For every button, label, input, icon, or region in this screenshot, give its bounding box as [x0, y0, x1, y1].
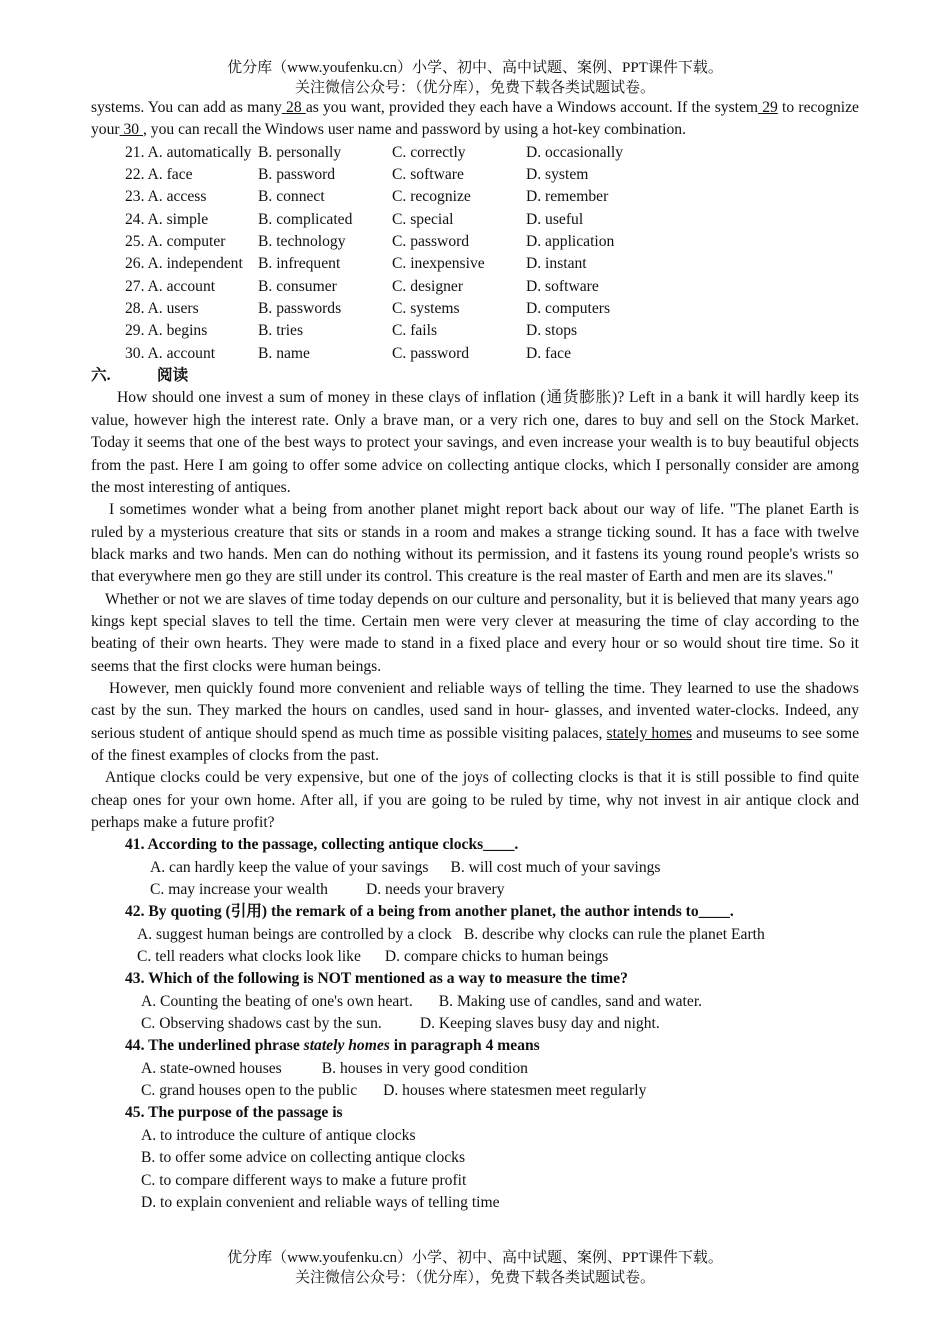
- option-c: C. tell readers what clocks look like: [137, 948, 361, 966]
- option-d: D. stops: [526, 322, 578, 340]
- option-a: 27. A. account: [125, 277, 216, 295]
- passage-paragraph-5: Antique clocks could be very expensive, but one of the joys of collecting clocks is that it is still possible to find quite cheap ones for your own home. After all, if you are going to be ruled by time, why not invest in air antique clock and perhaps make a future profit?: [91, 769, 859, 831]
- option-a: A. suggest human beings are controlled by a clock: [137, 925, 452, 943]
- option-c: C. grand houses open to the public: [141, 1082, 358, 1100]
- option-c: C. password: [392, 344, 470, 362]
- question-44: [91, 1035, 859, 1057]
- question-45-option-c: C. to compare different ways to make a future profit: [141, 1171, 467, 1189]
- option-row: [91, 209, 859, 231]
- question-45-option-b: B. to offer some advice on collecting antique clocks: [141, 1149, 466, 1167]
- question-41-options: [91, 879, 859, 901]
- italic-phrase: stately homes: [303, 1037, 390, 1055]
- question-43: 43. Which of the following is NOT mentioned as a way to measure the time?: [125, 970, 628, 988]
- option-row: [91, 298, 859, 320]
- page-footer-line2: 关注微信公众号：（优分库），免费下载各类试题试卷。: [294, 1270, 655, 1286]
- question-42-options: [91, 924, 859, 946]
- option-b: B. personally: [258, 143, 342, 161]
- question-44-options: [91, 1058, 859, 1080]
- option-a: 24. A. simple: [125, 210, 209, 228]
- page-header-line1: 优分库（www.youfenku.cn）小学、初中、高中试题、案例、PPT课件下载。: [227, 60, 723, 76]
- option-b: B. describe why clocks can rule the planet Earth: [463, 925, 765, 943]
- question-42: 42. By quoting (引用) the remark of a being from another planet, the author intends to____.: [125, 903, 734, 921]
- option-c: C. designer: [392, 277, 464, 295]
- option-c: C. password: [392, 233, 470, 251]
- option-row: [91, 276, 859, 298]
- option-a: A. Counting the beating of one's own heart.: [141, 992, 413, 1010]
- question-43-options: [91, 1013, 859, 1035]
- option-b: B. passwords: [258, 300, 342, 318]
- option-c: C. recognize: [392, 188, 471, 206]
- option-d: D. face: [526, 344, 572, 362]
- option-b: B. houses in very good condition: [321, 1059, 528, 1077]
- option-a: 28. A. users: [125, 300, 199, 318]
- option-c: C. fails: [392, 322, 438, 340]
- page-footer-line1: 优分库（www.youfenku.cn）小学、初中、高中试题、案例、PPT课件下载。: [227, 1250, 723, 1266]
- blank-30: 30: [119, 121, 143, 139]
- option-a: 23. A. access: [125, 188, 207, 206]
- option-row: [91, 186, 859, 208]
- option-b: B. will cost much of your savings: [450, 858, 661, 876]
- option-d: D. Keeping slaves busy day and night.: [419, 1015, 660, 1033]
- blank-29: 29: [758, 99, 778, 116]
- passage-paragraph-4: [91, 678, 859, 767]
- cloze-text: as you want, provided they each have a Windows account. If the system: [305, 99, 759, 116]
- option-row: [91, 343, 859, 365]
- option-row: [91, 320, 859, 342]
- option-a: 29. A. begins: [125, 322, 208, 340]
- option-a: 30. A. account: [125, 344, 216, 362]
- question-42-options: [91, 946, 859, 968]
- option-a: 22. A. face: [125, 166, 193, 184]
- passage-paragraph-2: I sometimes wonder what a being from another planet might report back about our way of life. "The planet Earth is ruled by a mysterious creature that sits or stands in a room and makes a strange ticking sound. It has a face with twelve black marks and two hands. Men can do nothing without its permission, and it fastens its young round people's wrists so that everywhere men go they are still under its control. This creature is the real master of Earth and men are its slaves.": [91, 501, 859, 586]
- option-c: C. Observing shadows cast by the sun.: [141, 1015, 382, 1033]
- option-d: D. houses where statesmen meet regularly: [383, 1082, 647, 1100]
- option-a: A. can hardly keep the value of your savings: [150, 858, 429, 876]
- option-d: D. occasionally: [526, 143, 623, 161]
- page-body: [91, 97, 859, 1214]
- option-b: B. password: [258, 166, 336, 184]
- question-text: 44. The underlined phrase: [125, 1037, 304, 1055]
- option-a: 25. A. computer: [125, 233, 226, 251]
- cloze-text: systems. You can add as many: [91, 99, 282, 116]
- blank-28: 28: [281, 99, 306, 116]
- option-b: B. infrequent: [258, 255, 341, 273]
- question-41-options: [91, 857, 859, 879]
- cloze-text: to recognize your: [91, 99, 859, 139]
- option-c: C. systems: [392, 300, 460, 318]
- question-44-options: [91, 1080, 859, 1102]
- question-45-option-a: A. to introduce the culture of antique clocks: [141, 1126, 416, 1144]
- option-b: B. consumer: [258, 277, 337, 295]
- option-b: B. Making use of candles, sand and water.: [438, 992, 703, 1010]
- option-d: D. compare chicks to human beings: [384, 948, 609, 966]
- option-c: C. correctly: [392, 143, 466, 161]
- section-number: 六.: [91, 367, 111, 385]
- option-d: D. instant: [526, 255, 587, 273]
- cloze-tail: [91, 97, 859, 142]
- option-b: B. connect: [258, 188, 325, 206]
- option-c: C. inexpensive: [392, 255, 485, 273]
- question-45: 45. The purpose of the passage is: [125, 1104, 343, 1122]
- option-row: [91, 253, 859, 275]
- option-row: [91, 231, 859, 253]
- question-text: in paragraph 4 means: [389, 1037, 540, 1055]
- option-a: A. state-owned houses: [141, 1059, 282, 1077]
- option-d: D. needs your bravery: [365, 881, 505, 899]
- passage-text: However, men quickly found more convenient and reliable ways of telling the time. They learned to use the shadows cast by the sun. They marked the hours on candles, used sand in hour- glasses, and invented water-clocks. Indeed, any serious student of antique should spend as much time as possible visiting palaces,: [91, 679, 859, 742]
- option-a: 21. A. automatically: [125, 143, 252, 161]
- section-title: 阅读: [157, 367, 189, 385]
- option-d: D. application: [526, 233, 615, 251]
- option-d: D. remember: [526, 188, 609, 206]
- option-b: B. technology: [258, 233, 346, 251]
- cloze-options: [91, 142, 859, 365]
- option-b: B. tries: [258, 322, 304, 340]
- page-header-line2: 关注微信公众号：（优分库），免费下载各类试题试卷。: [294, 80, 655, 96]
- option-b: B. name: [258, 344, 310, 362]
- underlined-phrase: stately homes: [606, 724, 693, 742]
- option-d: D. useful: [526, 210, 584, 228]
- option-c: C. software: [392, 166, 464, 184]
- cloze-text: , you can recall the Windows user name and password by using a hot-key combination.: [142, 121, 686, 139]
- option-row: [91, 164, 859, 186]
- option-b: B. complicated: [258, 210, 353, 228]
- option-row: [91, 142, 859, 164]
- option-d: D. computers: [526, 300, 611, 318]
- option-c: C. may increase your wealth: [150, 881, 328, 899]
- option-a: 26. A. independent: [125, 255, 243, 273]
- question-41: 41. According to the passage, collecting antique clocks____.: [125, 836, 519, 854]
- passage-text: and museums to see some of the finest examples of clocks from the past.: [91, 724, 859, 764]
- passage-paragraph-3: Whether or not we are slaves of time today depends on our culture and personality, but it is believed that many years ago kings kept special slaves to tell the time. Certain men were very clever at measuring the time of clay according to the beating of their own hearts. They were made to stand in a fixed place and every hour or so would shout tire time. So it seems that the first clocks were human beings.: [91, 590, 859, 675]
- passage-paragraph-1: How should one invest a sum of money in these clays of inflation (通货膨胀)? Left in a bank it will hardly keep its value, however high the interest rate. Only a brave man, or a very rich one, dares to buy and sell on the Stock Market. Today it seems that one of the best ways to protect your savings, and even increase your wealth is to buy beautiful objects from the past. Here I am going to offer some advice on collecting antique clocks, which I personally consider are among the most interesting of antiques.: [91, 389, 859, 496]
- option-d: D. software: [526, 277, 599, 295]
- question-43-options: [91, 991, 859, 1013]
- section-heading: [91, 365, 859, 387]
- question-45-option-d: D. to explain convenient and reliable ways of telling time: [141, 1193, 500, 1211]
- option-d: D. system: [526, 166, 589, 184]
- option-c: C. special: [392, 210, 454, 228]
